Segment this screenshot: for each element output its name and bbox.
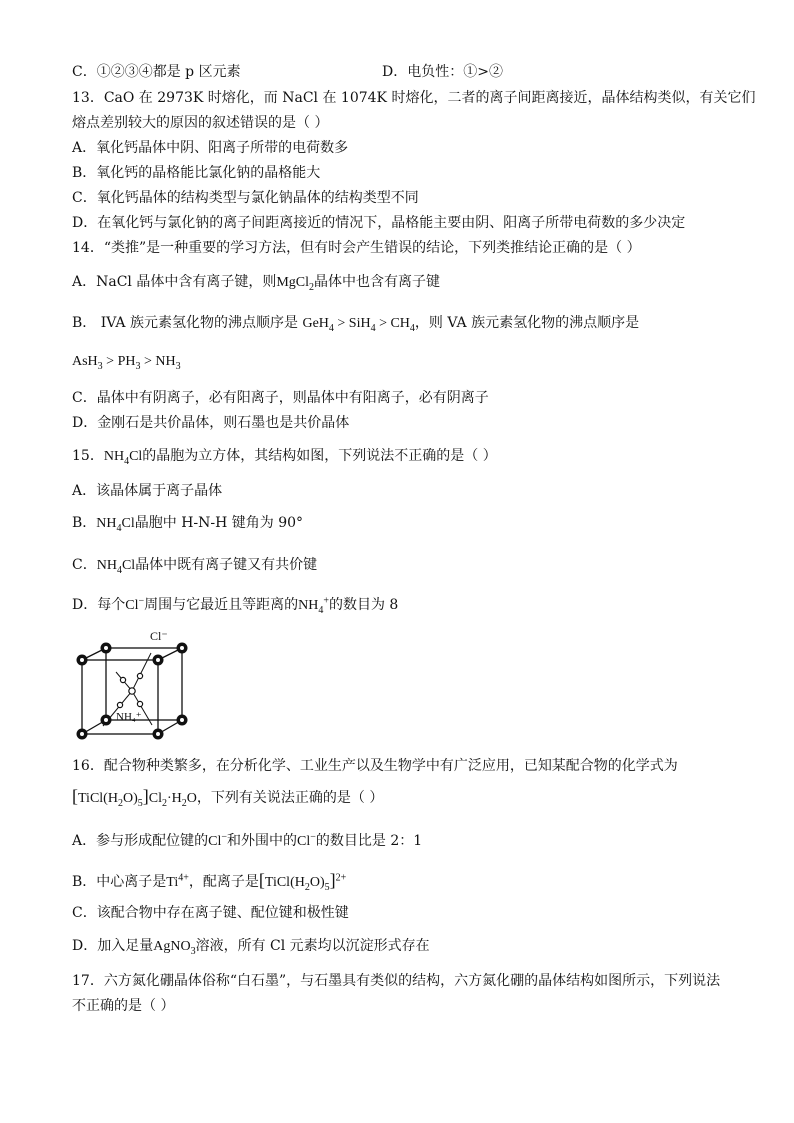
hydrogen-atom	[137, 673, 142, 678]
nh4cl-formula: $NH_4Cl$	[96, 516, 135, 534]
q14-option-a-post: 晶体中也含有离子键	[314, 274, 441, 290]
hydrogen-atom	[120, 677, 125, 682]
q15-option-b-pre: B．	[72, 515, 97, 531]
q15-stem	[72, 446, 497, 467]
complex-formula: $[TiCl(H_2O)_5]Cl_2\cdot H_2O$	[72, 786, 197, 809]
group5-bp-order: $AsH_3 > PH_3 > NH_3$	[72, 354, 181, 372]
q16-option-b-mid: ，配离子是	[188, 874, 259, 890]
q15-option-c	[72, 555, 317, 576]
q13-option-b: B．氧化钙的晶格能比氯化钠的晶格能大	[72, 165, 321, 181]
q14-option-a-pre: A．NaCl 晶体中含有离子键，则	[72, 274, 277, 290]
q16-stem: 16．配合物种类繁多，在分析化学、工业生产以及生物学中有广泛应用，已知某配合物的化学式为	[72, 758, 678, 774]
q15-stem-pre: 15．	[72, 448, 104, 464]
q16-formula-line	[72, 786, 383, 809]
q16-option-b	[72, 870, 346, 893]
q17-stem-line2: 不正确的是（ ）	[72, 998, 175, 1014]
q17-stem-line1: 17．六方氮化硼晶体俗称“白石墨”，与石墨具有类似的结构，六方氮化硼的晶体结构如图所示，下列说法	[72, 973, 721, 989]
hydrogen-atom	[117, 702, 122, 707]
q14-option-d: D．金刚石是共价晶体，则石墨也是共价晶体	[72, 415, 350, 431]
q13-stem-line2: 熔点差别较大的原因的叙述错误的是（ ）	[72, 115, 329, 131]
group4-bp-order: $GeH_4 > SiH_4 > CH_4$	[302, 316, 415, 334]
q15-option-d	[72, 595, 398, 616]
q16-option-b-pre: B．中心离子是	[72, 874, 167, 890]
q16-option-d-post: 溶液，所有 Cl 元素均以沉淀形式存在	[195, 938, 430, 954]
q14-stem: 14．“类推”是一种重要的学习方法，但有时会产生错误的结论，下列类推结论正确的是（ ）	[72, 240, 641, 256]
q12-option-c: C．①②③④都是 p 区元素	[72, 64, 241, 80]
q14-option-a	[72, 272, 440, 293]
nh4cl-formula: $NH_4Cl$	[96, 558, 136, 576]
nh4-ion-label: NH₄⁺	[116, 711, 142, 723]
q14-option-c: C．晶体中有阴离子，必有阳离子，则晶体中有阳离子，必有阴离子	[72, 390, 489, 406]
q16-stem-tail: ，下列有关说法正确的是（ ）	[196, 790, 384, 806]
titanium-ion: $Ti^{4+}$	[166, 872, 189, 890]
nh4cl-unit-cell-figure	[68, 628, 198, 750]
q15-option-d-mid: 周围与它最近且等距离的	[144, 597, 299, 613]
q15-stem-post: 的晶胞为立方体，其结构如图，下列说法不正确的是（ ）	[142, 448, 497, 464]
q14-option-b-pre: B． IVA 族元素氢化物的沸点顺序是	[72, 315, 298, 331]
complex-ion: $[TiCl(H_2O)_5]^{2+}$	[258, 870, 347, 893]
q15-option-c-pre: C．	[72, 557, 97, 573]
q14-option-b	[72, 313, 639, 334]
q16-option-c: C．该配合物中存在离子键、配位键和极性键	[72, 905, 349, 921]
chloride-ion: Cl−	[297, 831, 316, 849]
q13-option-d: D．在氧化钙与氯化钠的离子间距离接近的情况下，晶格能主要由阴、阳离子所带电荷数的多少决定	[72, 215, 686, 231]
q15-option-a: A．该晶体属于离子晶体	[72, 483, 223, 499]
chloride-ion: Cl−	[125, 595, 145, 613]
nh4cl-formula: $NH_4Cl$	[103, 449, 143, 467]
q13-option-a: A．氧化钙晶体中阴、阳离子所带的电荷数多	[72, 140, 349, 156]
q15-option-d-pre: D．每个	[72, 597, 126, 613]
cl-ion-label: Cl⁻	[150, 629, 168, 643]
mgcl2-formula: MgCl$_2$	[276, 275, 315, 293]
ammonium-ion: $NH_4^+$	[298, 595, 329, 616]
q13-stem-line1: 13．CaO 在 2973K 时熔化，而 NaCl 在 1074K 时熔化，二者的离子间距离接近，晶体结构类似，有关它们	[72, 90, 756, 106]
q16-option-d-pre: D．加入足量	[72, 938, 154, 954]
q12-option-d: D．电负性：①>②	[382, 64, 503, 80]
q16-option-a-mid: 和外围中的	[227, 833, 297, 849]
q15-option-b	[72, 513, 303, 534]
q15-option-d-post: 的数目为 8	[328, 597, 399, 613]
q15-option-b-post: 晶胞中 H-N-H 键角为 90°	[134, 515, 304, 531]
q16-option-d	[72, 936, 430, 957]
chloride-ion: Cl−	[208, 831, 227, 849]
q16-option-a-pre: A．参与形成配位键的	[72, 833, 209, 849]
q16-option-a-post: 的数目比是 2：1	[315, 833, 423, 849]
silver-nitrate-formula: AgNO$_3$	[153, 939, 196, 957]
q15-option-c-post: 晶体中既有离子键又有共价键	[135, 557, 318, 573]
q16-option-a	[72, 831, 422, 852]
nitrogen-atom	[129, 688, 135, 694]
hydrogen-atom	[137, 701, 142, 706]
nh4cl-unit-cell-diagram	[68, 628, 198, 746]
q13-option-c: C．氧化钙晶体的结构类型与氯化钠晶体的结构类型不同	[72, 190, 419, 206]
q14-option-b-mid: ，则 VA 族元素氢化物的沸点顺序是	[414, 315, 640, 331]
